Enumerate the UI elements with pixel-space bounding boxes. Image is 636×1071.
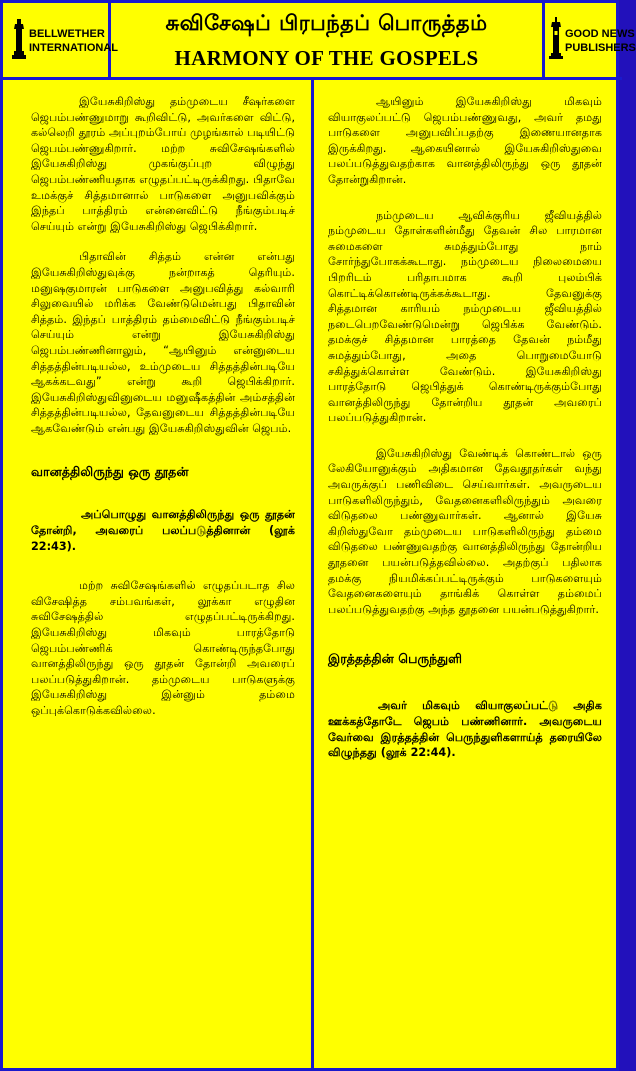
left-paragraph-1: இயேசுகிறிஸ்து தம்முடைய சீஷர்களை ஜெபம்பண்ணுமாறு கூறிவிட்டு, அவர்களை விட்டு, கல்லெறி தூரம் அப்புறம்போய் முழங்கால் படியிட்டு ஜெபம்பண்ணுகிறார். மற்ற சுவிசேஷங்களில் இயேசுகிறிஸ்து முகங்குப்புற விழுந்து ஜெபம்பண்ணியதாக எழுதப்பட்டிருக்கிறது. பிதாவே உமக்குச் சித்தமானால் பாடுகளை அனுபவிக்கும் இந்தப் பாத்திரம் என்னைவிட்டு நீங்கும்படிச் செய்யும் என்று இயேசுகிறிஸ்து ஜெபிக்கிறார்.	[31, 95, 295, 233]
left-paragraph-2: பிதாவின் சித்தம் என்ன என்பது இயேசுகிறிஸ்துவுக்கு நன்றாகத் தெரியும். மனுஷகுமாரன் பாடுகளை அனுபவித்து கல்வாரி சிலுவையில் மரிக்க வேண்டுமென்பது பிதாவின் சித்தம். இந்தப் பாத்திரம் தம்மைவிட்டு நீங்கும்படிச் செய்யும் என்று இயேசுகிறிஸ்து ஜெபம்பண்ணினாலும், “ஆயினும் என்னுடைய சித்தத்தின்படியல்ல, உம்முடைய சித்தத்தின்படியே ஆகக்கடவது” என்று கூறி ஜெபிக்கிறார். இயேசுகிறிஸ்துவினுடைய மனுஷீகத்தின் அம்சத்தின் சித்தத்தின்படியல்ல, தேவனுடைய சித்தத்தின்படியே ஆகவேண்டும் என்பது இயேசுகிறிஸ்துவின் ஜெபம்.	[31, 250, 295, 435]
good-news-logo	[542, 3, 636, 77]
bellwether-brand	[29, 27, 118, 55]
bellwether-line1: BELLWETHER	[29, 28, 105, 40]
section-heading-angel: வானத்திலிருந்து ஒரு தூதன்	[31, 464, 189, 480]
right-paragraph-3: இயேசுகிறிஸ்து வேண்டிக் கொண்டால் ஒரு லேகியோனுக்கும் அதிகமான தேவதூதர்கள் வந்து அவருக்குப் பணிவிடை செய்வார்கள். அவருடைய பாடுகளிலிருந்தும், வேதனைகளிலிருந்தும் அவரை விடுதலை பண்ணுவார்கள். ஆனால் இயேசு கிறிஸ்துவோ தம்முடைய பாடுகளிலிருந்து தம்மை விடுதலை பண்ணுவதற்கு வானத்திலிருந்து தோன்றிய தூதனை பயன்படுத்தவில்லை. அதற்குப் பதிலாக தமக்கு நியமிக்கப்பட்டிருக்கும் பாடுகளையும் வேதனைகளையும் தாங்கிக் கொள்ள தம்மைப் பலப்படுத்துவதற்கு அந்த தூதனை பயன்படுத்துகிறார்.	[328, 446, 602, 616]
section-heading-blood: இரத்தத்தின் பெருந்துளி	[328, 651, 463, 667]
right-column	[314, 80, 622, 1068]
left-paragraph-3: மற்ற சுவிசேஷங்களில் எழுதப்படாத சில விசேஷித்த சம்பவங்கள், லூக்கா எழுதின சுவிசேஷத்தில் எழுதப்பட்டிருக்கிறது. இயேசுகிறிஸ்து மிகவும் பாரத்தோடு ஜெபம்பண்ணிக் கொண்டிருந்தபோது வானத்திலிருந்து ஒரு தூதன் தோன்றி அவரைப் பலப்படுத்துகிறான். தம்முடைய பாடுகளுக்கு இயேசுகிறிஸ்து இன்னும் தம்மை ஒப்புக்கொடுக்கவில்லை.	[31, 579, 295, 717]
good-news-brand	[565, 27, 636, 55]
good-news-line1: GOOD NEWS	[565, 28, 635, 40]
good-news-line2: PUBLISHERS	[565, 42, 636, 54]
verse-luke-22-43: அப்பொழுது வானத்திலிருந்து ஒரு தூதன் தோன்றி, அவரைப் பலப்படுத்தினான் (லூக் 22:43).	[31, 508, 295, 553]
title-english: HARMONY OF THE GOSPELS	[174, 46, 479, 70]
tower-icon	[11, 19, 27, 59]
left-column	[3, 80, 314, 1068]
right-paragraph-1: ஆயினும் இயேசுகிறிஸ்து மிகவும் வியாகுலப்பட்டு ஜெபம்பண்ணுவது, அவர் தமது பாடுகளை அனுபவிப்பதற்கு இணையானதாக இருக்கிறது. ஆகையினால் இயேசுகிறிஸ்துவை பலப்படுத்துவதற்காக வானத்திலிருந்து ஒரு தூதன் தோன்றுகிறான்.	[328, 95, 602, 186]
title-tamil: சுவிசேஷப் பிரபந்தப் பொருத்தம்	[165, 11, 488, 35]
bellwether-line2: INTERNATIONAL	[29, 42, 119, 54]
title-block	[111, 3, 542, 77]
bellwether-logo	[3, 3, 119, 77]
bell-tower-icon	[549, 17, 563, 59]
page-header	[3, 3, 636, 80]
right-paragraph-2: நம்முடைய ஆவிக்குரிய ஜீவியத்தில் நம்முடைய தோள்களின்மீது தேவன் சில பாரமான சுமைகளை சுமத்தும்போது நாம் சோர்ந்துபோகக்கூடாது. நம்முடைய நிலைமையை பிறரிடம் பரிதாபமாக கூறி புலம்பிக் கொட்டிக்கொண்டிருக்கக்கூடாது. தேவனுக்கு சித்தமான காரியம் நம்முடைய ஜீவியத்தில் நடைபெறவேண்டுமென்று ஜெபிக்க வேண்டும். தமக்குச் சித்தமான பாரத்தை தேவன் நம்மீது சுமத்தும்போது, அதை பொறுமையோடு சகித்துக்கொள்ள வேண்டும். இயேசுகிறிஸ்து பாரத்தோடு ஜெபித்துக் கொண்டிருக்கும்போது வானத்திலிருந்து தோன்றிய தூதன் அவரைப் பலப்படுத்துகிறான்.	[328, 208, 602, 425]
verse-luke-22-44: அவர் மிகவும் வியாகுலப்பட்டு அதிக ஊக்கத்தோடே ஜெபம் பண்ணினார். அவருடைய வேர்வை இரத்தத்தின் பெருந்துளிகளாய்த் தரையிலே விழுந்தது (லூக் 22:44).	[328, 699, 602, 760]
